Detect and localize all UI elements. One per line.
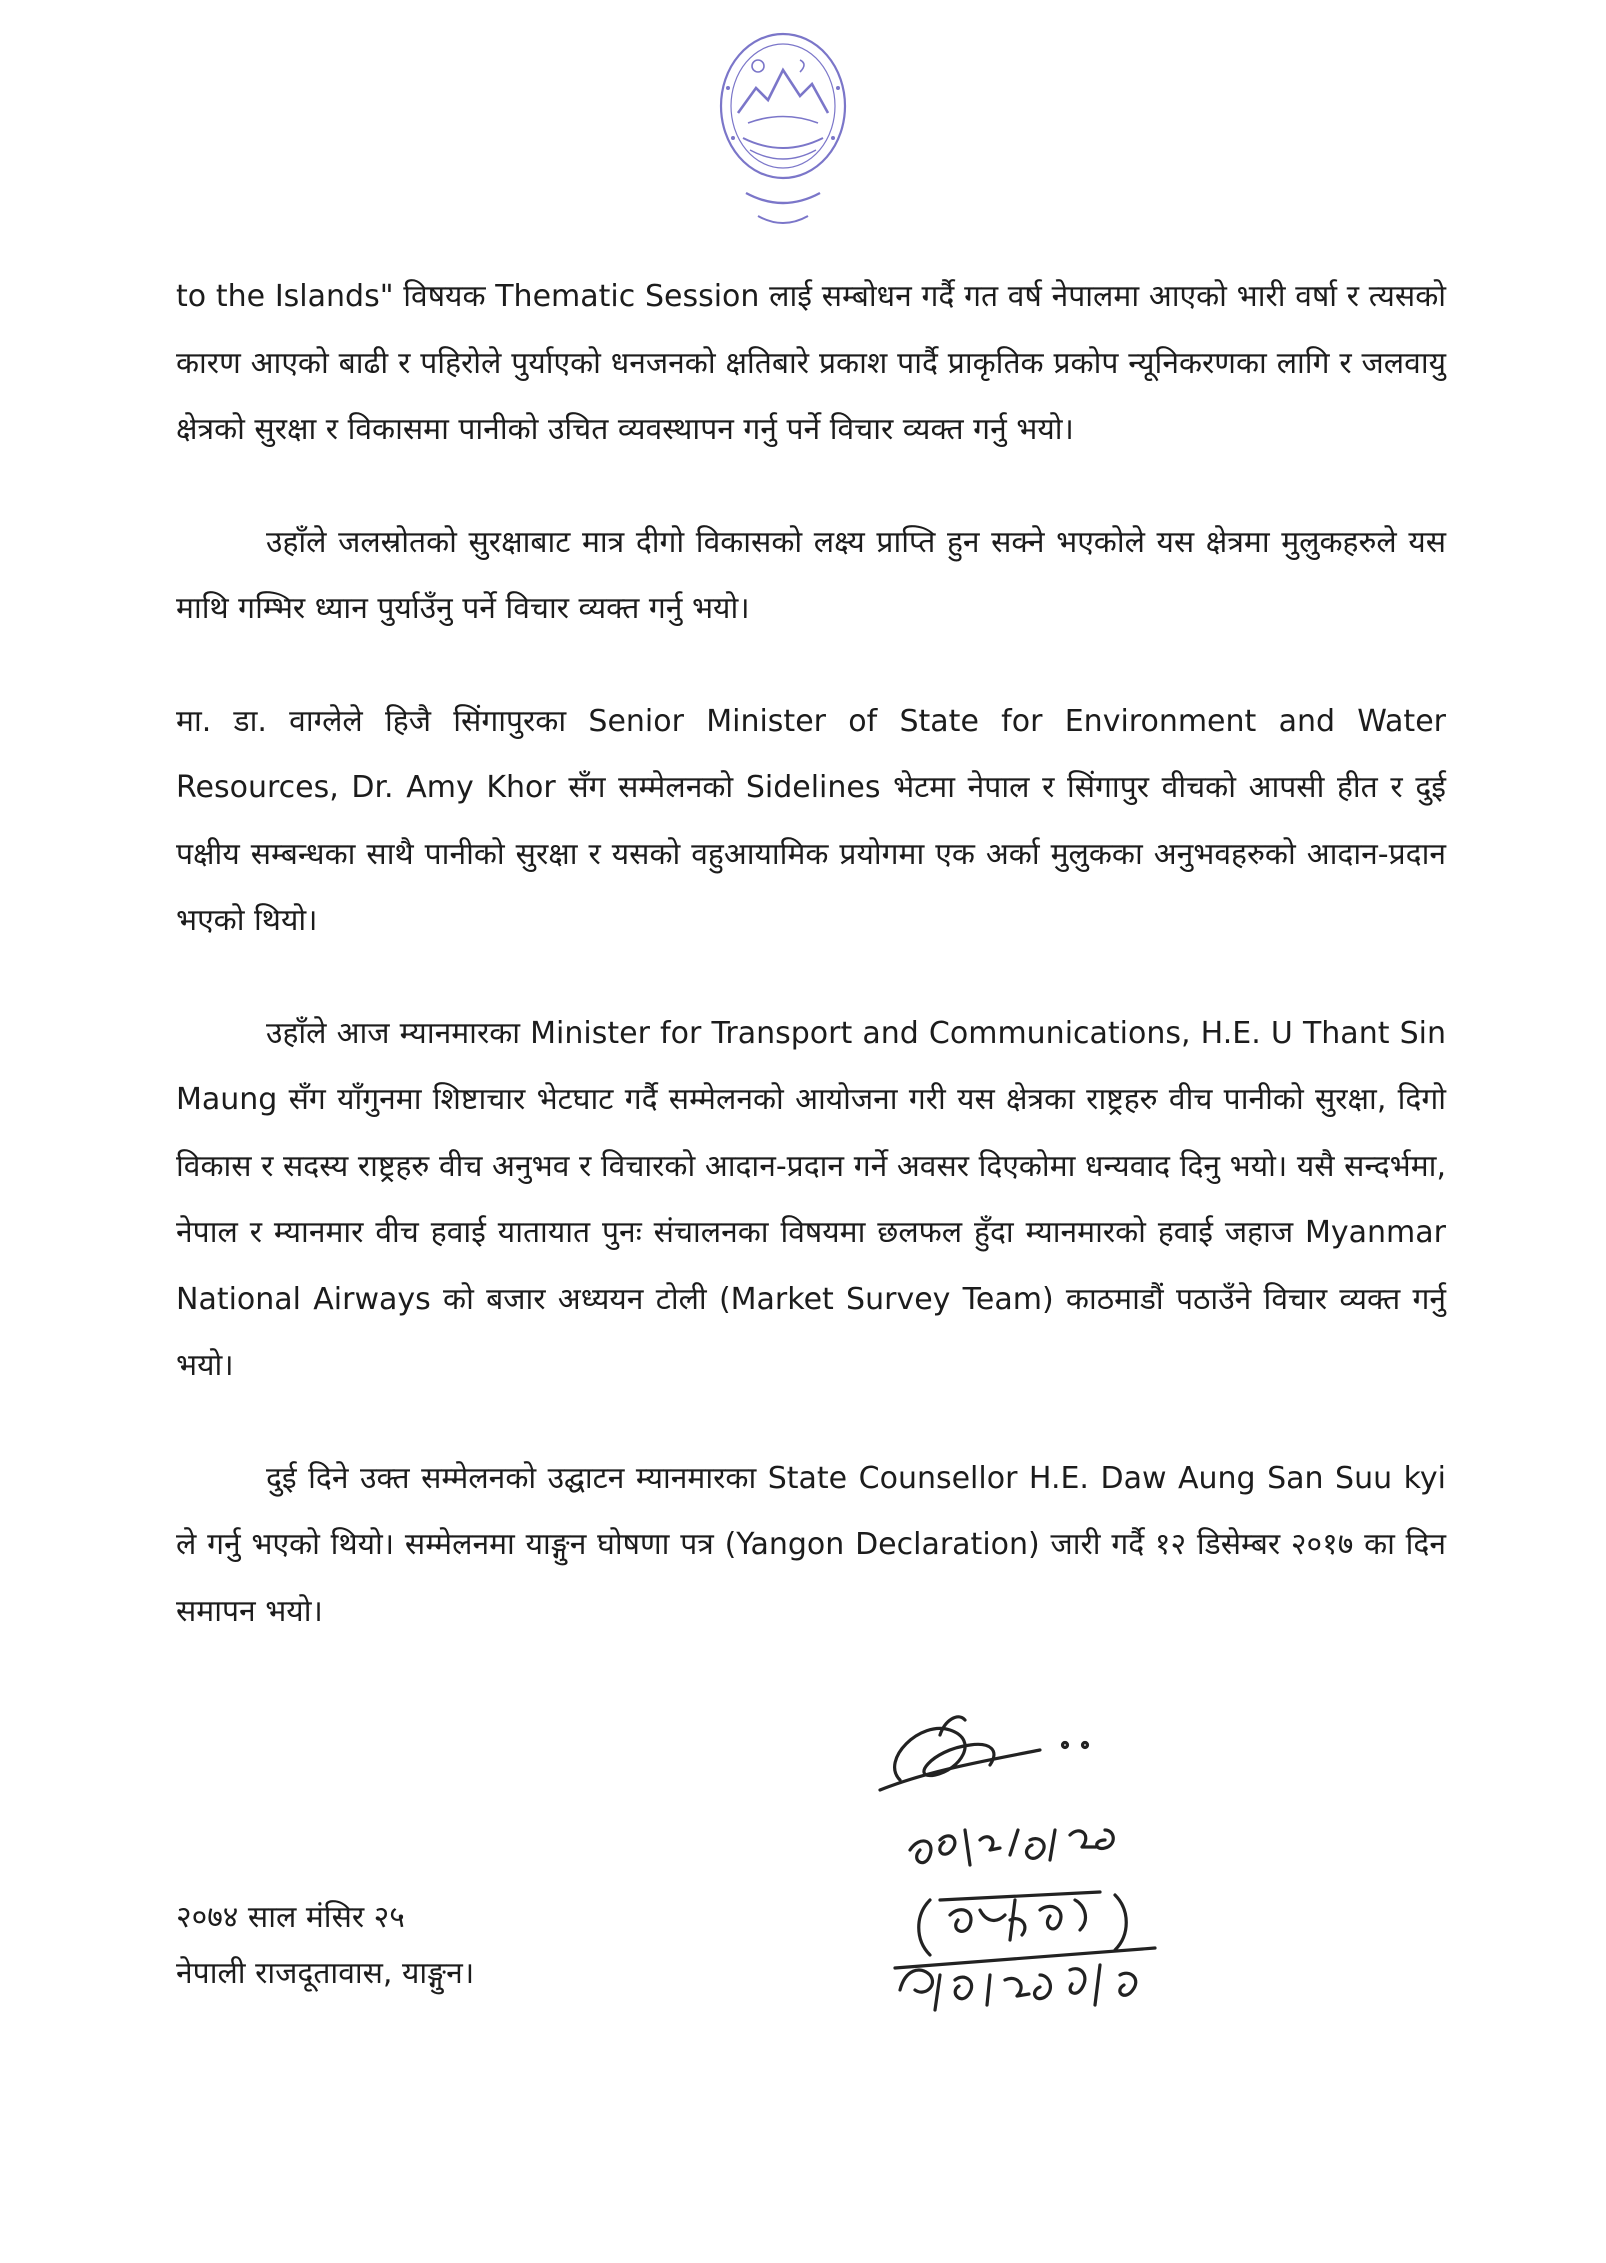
closing-block xyxy=(176,1890,474,2002)
closing-place: नेपाली राजदूतावास, याङ्गुन। xyxy=(176,1956,475,1991)
embassy-seal xyxy=(688,18,878,248)
signature xyxy=(840,1690,1260,2030)
letter-body xyxy=(176,264,1446,1691)
paragraph-3: मा. डा. वाग्लेले हिजै सिंगापुरका Senior Minister of State for Environment and Water Resources, Dr. Amy Khor सँग सम्मेलनको Sidelines भेटमा नेपाल र सिंगापुर वीचको आपसी हीत र दुई पक्षीय सम्बन्धका साथै पानीको सुरक्षा र यसको वहुआयामिक प्रयोगमा एक अर्का मुलुकका अनुभवहरुको आदान-प्रदान भएको थियो। xyxy=(176,703,1446,938)
closing-date: २०७४ साल मंसिर २५ xyxy=(176,1900,405,1935)
paragraph-4: उहाँले आज म्यानमारका Minister for Transport and Communications, H.E. U Thant Sin Maung सँग याँगुनमा शिष्टाचार भेटघाट गर्दै सम्मेलनको आयोजना गरी यस क्षेत्रका राष्ट्रहरु वीच पानीको सुरक्षा, दिगो विकास र सदस्य राष्ट्रहरु वीच अनुभव र विचारको आदान-प्रदान गर्ने अवसर दिएकोमा धन्यवाद दिनु भयो। यसै सन्दर्भमा, नेपाल र म्यानमार वीच हवाई यातायात पुनः संचालनका विषयमा छलफल हुँदा म्यानमारको हवाई जहाज Myanmar National Airways को बजार अध्ययन टोली (Market Survey Team) काठमाडौं पठाउँने विचार व्यक्त गर्नु भयो। xyxy=(176,1015,1446,1383)
paragraph-5: दुई दिने उक्त सम्मेलनको उद्घाटन म्यानमारका State Counsellor H.E. Daw Aung San Suu kyi ले गर्नु भएको थियो। सम्मेलनमा याङ्गुन घोषणा पत्र (Yangon Declaration) जारी गर्दै १२ डिसेम्बर २०१७ का दिन समापन भयो। xyxy=(176,1460,1446,1629)
paragraph-2: उहाँले जलस्रोतको सुरक्षाबाट मात्र दीगो विकासको लक्ष्य प्राप्ति हुन सक्ने भएकोले यस क्षेत्रमा मुलुकहरुले यस माथि गम्भिर ध्यान पुर्याउँनु पर्ने विचार व्यक्त गर्नु भयो। xyxy=(176,524,1446,626)
paragraph-1: to the Islands" विषयक Thematic Session लाई सम्बोधन गर्दै गत वर्ष नेपालमा आएको भारी वर्षा र त्यसको कारण आएको बाढी र पहिरोले पुर्याएको धनजनको क्षतिबारे प्रकाश पार्दै प्राकृतिक प्रकोप न्यूनिकरणका लागि र जलवायु क्षेत्रको सुरक्षा र विकासमा पानीको उचित व्यवस्थापन गर्नु पर्ने विचार व्यक्त गर्नु भयो। xyxy=(176,279,1446,447)
